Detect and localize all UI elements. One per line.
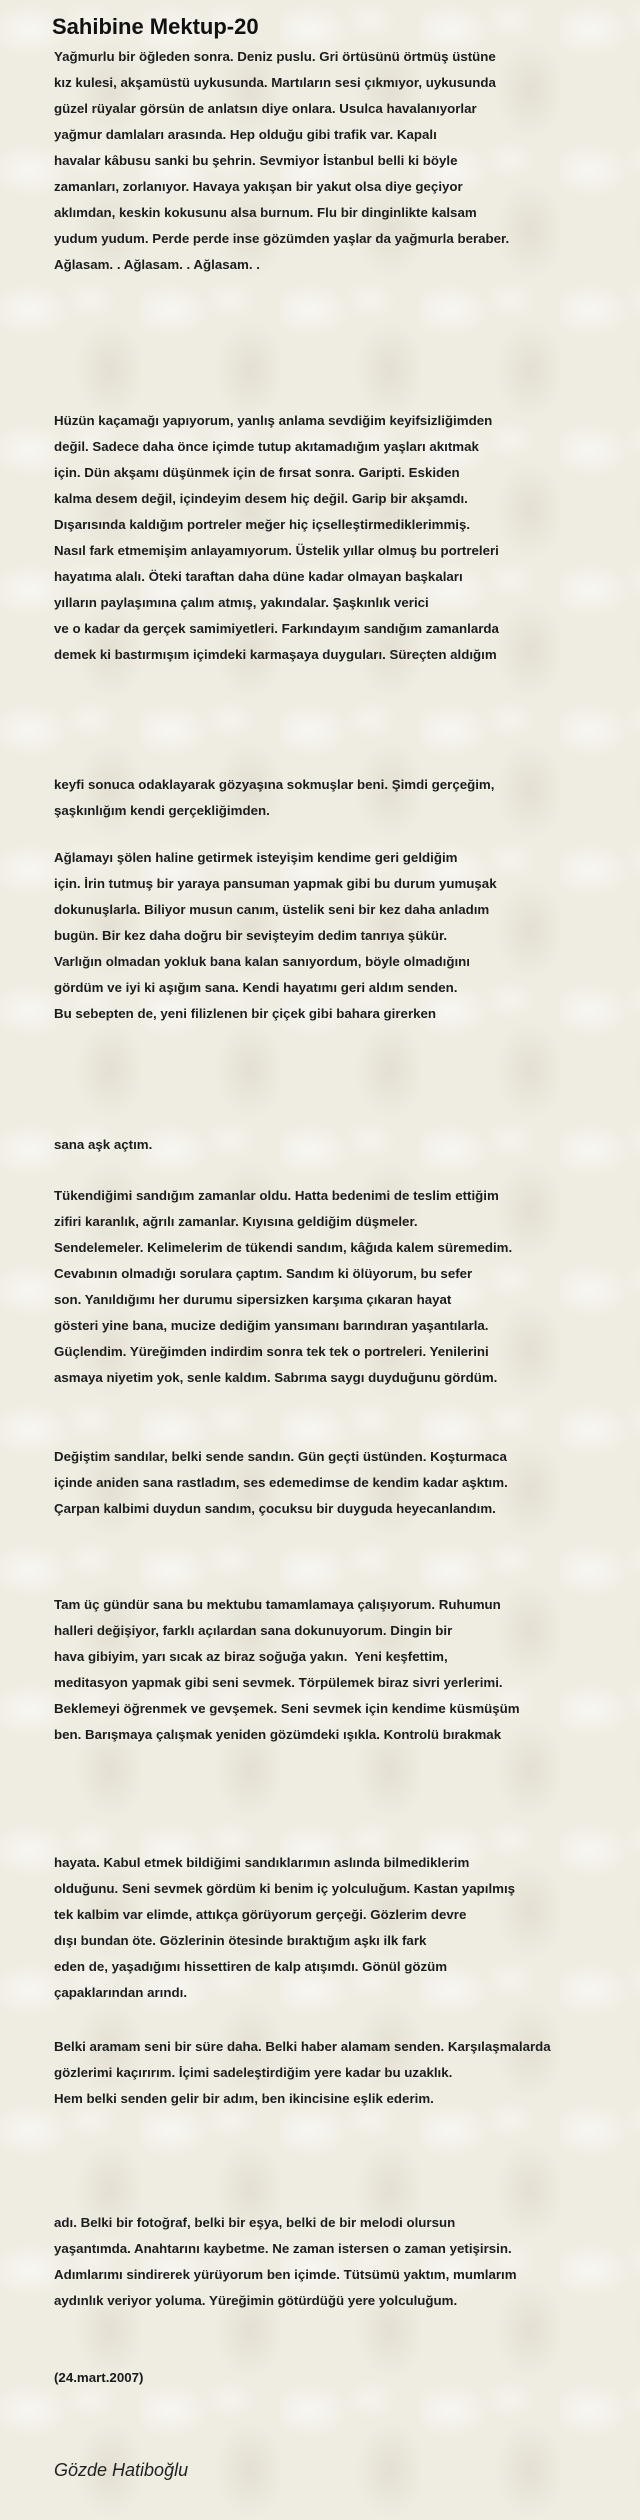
paragraph-3: keyfi sonuca odaklayarak gözyaşına sokmuşlar beni. Şimdi gerçeğim, şaşkınlığım kendi gerçekliğimden. (54, 777, 495, 818)
paragraph-10: Belki aramam seni bir süre daha. Belki haber alamam senden. Karşılaşmalarda gözlerimi kaçırırım. İçimi sadeleştirdiğim yere kadar bu uzaklık. Hem belki senden gelir bir adım, ben ikincisine eşlik ederim. (54, 2039, 551, 2106)
paragraph-1: Yağmurlu bir öğleden sonra. Deniz puslu. Gri örtüsünü örtmüş üstüne kız kulesi, akşamüstü uykusunda. Martıların sesi çıkmıyor, uykusunda güzel rüyalar görsün de anlatsın diye onlara. Usulca havalanıyorlar yağmur damlaları arasında. Hep olduğu gibi trafik var. Kapalı havalar kâbusu sanki bu şehrin. Sevmiyor İstanbul belli ki böyle zamanları, zorlanıyor. Havaya yakışan bir yakut olsa diye geçiyor aklımdan, keskin kokusunu alsa burnum. Flu bir dinginlikte kalsam yudum yudum. Perde perde inse gözümden yaşlar da yağmurla beraber. Ağlasam. . Ağlasam. . Ağlasam. . (54, 49, 510, 272)
author-signature: Gözde Hatiboğlu (54, 2460, 189, 2480)
paragraph-7: Değiştim sandılar, belki sende sandın. Gün geçti üstünden. Koşturmaca içinde aniden sana rastladım, ses edemedimse de kendim kadar aşktım. Çarpan kalbimi duydun sandım, çocuksu bir duyguda heyecanlandım. (54, 1449, 508, 1516)
paragraph-2: Hüzün kaçamağı yapıyorum, yanlış anlama sevdiğim keyifsizliğimden değil. Sadece daha önce içimde tutup akıtamadığım yaşları akıtmak için. Dün akşamı düşünmek için de fırsat sonra. Garipti. Eskiden kalma desem değil, içindeyim desem hiç değil. Garip bir akşamdı. Dışarısında kaldığım portreler meğer hiç içselleştirmediklerimmiş. Nasıl fark etmemişim anlayamıyorum. Üstelik yıllar olmuş bu portreleri hayatıma alalı. Öteki taraftan daha düne kadar olmayan başkaları yılların paylaşımına çalım atmış, yakındalar. Şaşkınlık verici ve o kadar da gerçek samimiyetleri. Farkındayım sandığım zamanlarda demek ki bastırmışım içimdeki karmaşaya duyguları. Süreçten aldığım (54, 413, 499, 662)
paragraph-6: Tükendiğimi sandığım zamanlar oldu. Hatta bedenimi de teslim ettiğim zifiri karanlık, ağrılı zamanlar. Kıyısına geldiğim düşmeler. Sendelemeler. Kelimelerim de tükendi sandım, kâğıda kalem süremedim. Cevabının olmadığı sorulara çaptım. Sandım ki ölüyorum, bu sefer son. Yanıldığımı her durumu sipersizken karşıma çıkaran hayat gösteri yine bana, mucize dediğim yansımanı barındıran yaşantılarla. Güçlendim. Yüreğimden indirdim sonra tek tek o portreleri. Yenilerini asmaya niyetim yok, senle kaldım. Sabrıma saygı duyduğunu gördüm. (54, 1188, 513, 1385)
paragraph-11: adı. Belki bir fotoğraf, belki bir eşya, belki de bir melodi olursun yaşantımda. Anahtarını kaybetme. Ne zaman istersen o zaman yetişirsin. Adımlarımı sindirerek yürüyorum ben içimde. Tütsümü yaktım, mumlarım aydınlık veriyor yoluma. Yüreğimin götürdüğü yere yolculuğum. (54, 2215, 517, 2308)
paragraph-4: Ağlamayı şölen haline getirmek isteyişim kendime geri geldiğim için. İrin tutmuş bir yaraya pansuman yapmak gibi bu durum yumuşak dokunuşlarla. Biliyor musun canım, üstelik seni bir kez daha anladım bugün. Bir kez daha doğru bir sevişteyim dedim tanrıya şükür. Varlığın olmadan yokluk bana kalan sanıyordum, böyle olmadığını gördüm ve iyi ki aşığım sana. Kendi hayatımı geri aldım senden. Bu sebepten de, yeni filizlenen bir çiçek gibi bahara girerken (54, 850, 497, 1021)
paragraph-8: Tam üç gündür sana bu mektubu tamamlamaya çalışıyorum. Ruhumun halleri değişiyor, farklı açılardan sana dokunuyorum. Dingin bir hava gibiyim, yarı sıcak az biraz soğuğa yakın. Yeni keşfettim, meditasyon yapmak gibi seni sevmek. Törpülemek biraz sivri yerlerimi. Beklemeyi öğrenmek ve gevşemek. Seni sevmek için kendime küsmüşüm ben. Barışmaya çalışmak yeniden gözümdeki ışıkla. Kontrolü bırakmak (54, 1597, 520, 1742)
letter-title: Sahibine Mektup-20 (52, 14, 259, 39)
paragraph-9: hayata. Kabul etmek bildiğimi sandıklarımın aslında bilmediklerim olduğunu. Seni sevmek gördüm ki benim iç yolculuğum. Kastan yapılmış tek kalbim var elimde, attıkça görüyorum gerçeği. Gözlerim devre dışı bundan öte. Gözlerinin ötesinde bıraktığım aşkı ilk fark eden de, yaşadığımı hissettiren de kalp atışımdı. Gönül gözüm çapaklarından arındı. (54, 1855, 516, 2000)
paragraph-5: sana aşk açtım. (54, 1137, 153, 1152)
letter-date: (24.mart.2007) (54, 2370, 144, 2385)
